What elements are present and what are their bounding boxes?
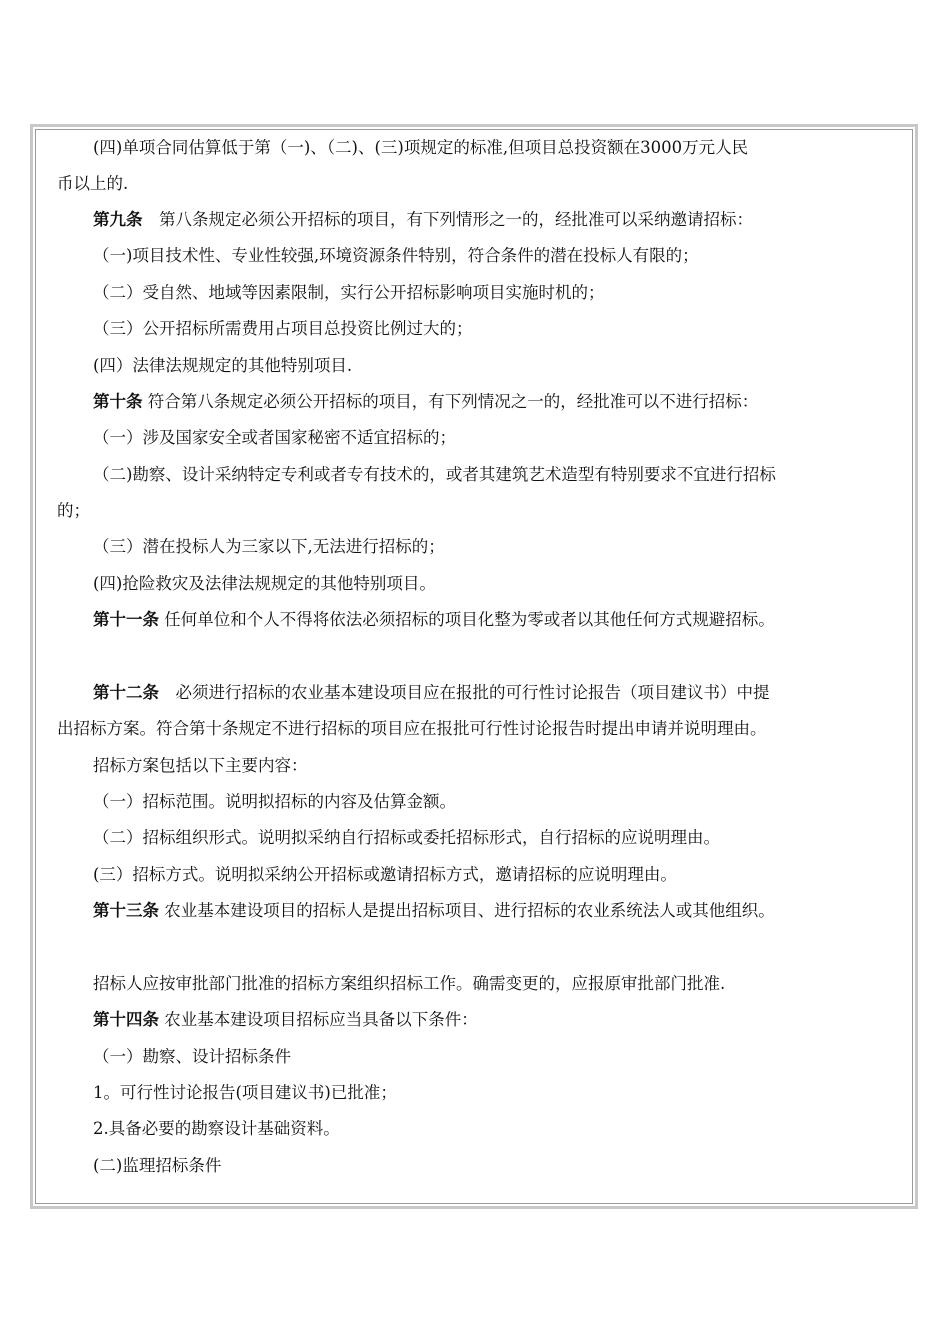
line-text: 招标人应按审批部门批准的招标方案组织招标工作。确需变更的，应报原审批部门批准. [93, 974, 726, 993]
text-line [57, 1045, 291, 1069]
line-text: （三）潜在投标人为三家以下,无法进行招标的； [93, 537, 445, 556]
line-text: （一）涉及国家安全或者国家秘密不适宜招标的； [93, 428, 456, 447]
line-text: (四）法律法规规定的其他特别项目. [93, 356, 353, 375]
text-line [57, 717, 767, 741]
line-text: 币以上的. [57, 174, 129, 193]
text-line [57, 681, 770, 705]
line-text: 农业基本建设项目招标应当具备以下条件： [159, 1010, 478, 1029]
text-line [57, 499, 90, 523]
line-text: （一）勘察、设计招标条件 [93, 1047, 291, 1066]
line-text: （一）招标范围。说明拟招标的内容及估算金额。 [93, 792, 456, 811]
text-line [57, 317, 473, 341]
line-text: 出招标方案。符合第十条规定不进行招标的项目应在报批可行性讨论报告时提出申请并说明理由。 [57, 719, 767, 738]
line-text: 任何单位和个人不得将依法必须招标的项目化整为零或者以其他任何方式规避招标。 [159, 610, 775, 629]
line-text: （二）招标组织形式。说明拟采纳自行招标或委托招标形式，自行招标的应说明理由。 [93, 828, 720, 847]
text-line [57, 863, 677, 887]
text-line [57, 899, 775, 923]
line-text: （一)项目技术性、专业性较强,环境资源条件特别，符合条件的潜在投标人有限的； [93, 246, 699, 265]
text-line [57, 826, 720, 850]
line-text: （二)勘察、设计采纳特定专利或者专有技术的，或者其建筑艺术造型有特别要求不宜进行招标 [93, 465, 776, 484]
line-text: 符合第八条规定必须公开招标的项目，有下列情况之一的，经批准可以不进行招标： [142, 392, 759, 411]
text-line [57, 754, 308, 778]
text-line [57, 208, 753, 232]
text-line [57, 572, 436, 596]
text-line [57, 790, 456, 814]
text-line [57, 390, 758, 414]
text-line [57, 972, 725, 996]
line-text: (四)抢险救灾及法律法规规定的其他特别项目。 [93, 574, 436, 593]
article-heading: 第十四条 [93, 1010, 159, 1029]
article-heading: 第十三条 [93, 901, 159, 920]
text-line [57, 1008, 478, 1032]
line-text: (二)监理招标条件 [93, 1156, 222, 1175]
line-text: 必须进行招标的农业基本建设项目应在报批的可行性讨论报告（项目建议书）中提 [159, 683, 770, 702]
line-text: 招标方案包括以下主要内容： [93, 756, 308, 775]
text-line [57, 463, 776, 487]
text-line [57, 426, 456, 450]
line-text: （二）受自然、地域等因素限制，实行公开招标影响项目实施时机的； [93, 283, 605, 302]
text-line [57, 1081, 397, 1105]
text-line [57, 1117, 340, 1141]
text-line [57, 136, 748, 160]
text-line [57, 535, 445, 559]
text-line [57, 1154, 221, 1178]
line-text: (四)单项合同估算低于第（一)、（二)、(三)项规定的标准,但项目总投资额在3000万元人民 [93, 138, 749, 157]
text-line [57, 281, 605, 305]
article-heading: 第十条 [93, 392, 143, 411]
line-text: 第八条规定必须公开招标的项目，有下列情形之一的，经批准可以采纳邀请招标： [142, 210, 753, 229]
line-text: 的； [57, 501, 90, 520]
line-text: 2.具备必要的勘察设计基础资料。 [93, 1119, 340, 1138]
text-line [57, 172, 128, 196]
line-text: 农业基本建设项目的招标人是提出招标项目、进行招标的农业系统法人或其他组织。 [159, 901, 775, 920]
article-heading: 第十一条 [93, 610, 159, 629]
text-line [57, 244, 699, 268]
article-heading: 第九条 [93, 210, 143, 229]
text-line [57, 608, 775, 632]
text-line [57, 354, 352, 378]
line-text: (三）招标方式。说明拟采纳公开招标或邀请招标方式，邀请招标的应说明理由。 [93, 865, 677, 884]
article-heading: 第十二条 [93, 683, 159, 702]
line-text: 1。可行性讨论报告(项目建议书)已批准； [93, 1083, 397, 1102]
line-text: （三）公开招标所需费用占项目总投资比例过大的； [93, 319, 473, 338]
